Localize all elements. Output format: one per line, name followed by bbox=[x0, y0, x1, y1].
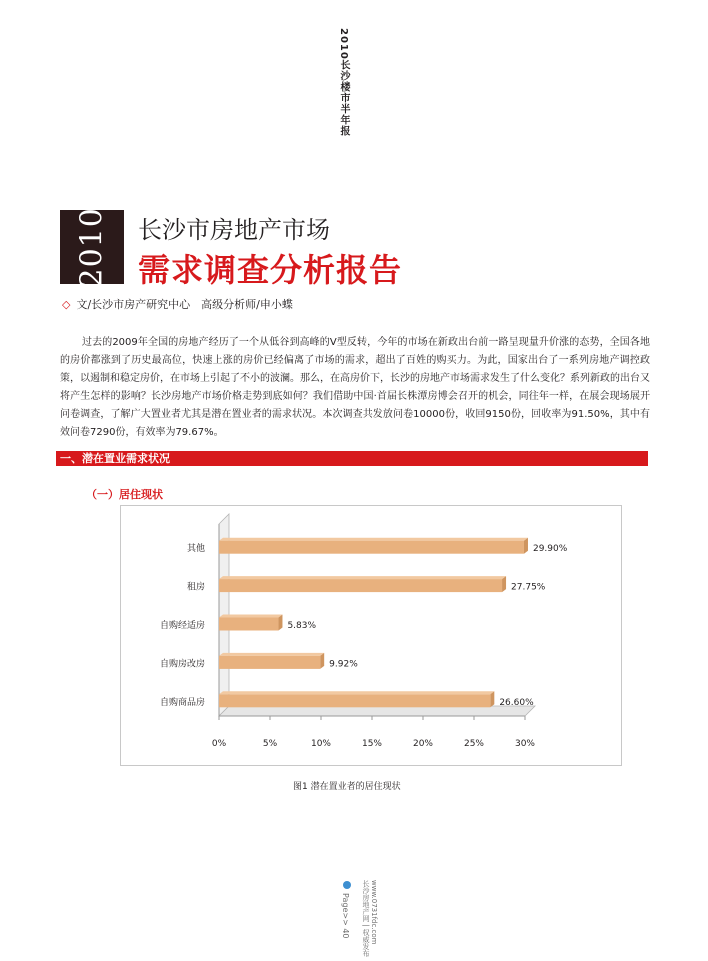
bar-top-face bbox=[219, 576, 506, 579]
bar-top-face bbox=[219, 653, 324, 656]
category-label: 租房 bbox=[186, 582, 205, 593]
byline bbox=[62, 296, 293, 312]
page-number: Page>> 40 bbox=[341, 893, 350, 939]
footer-url bbox=[362, 880, 378, 957]
data-label: 29.90% bbox=[532, 544, 568, 555]
diamond-icon: ◇ bbox=[62, 298, 71, 311]
data-label: 26.60% bbox=[499, 697, 534, 708]
intro-paragraph: 过去的2009年全国的房地产经历了一个从低谷到高峰的V型反转，今年的市场在新政出台前一路呈现量升价涨的态势，全国各地的房价都涨到了历史最高位，快速上涨的房价已经偏离了市场的需求，超出了百姓的购买力。为此，国家出台了一系列房地产调控政策，以遏制和稳定房价，在市场上引起了不小的波澜。那么，在高房价下，长沙的房地产市场需求发生了什么变化？系列新政的出台又将产生怎样的影响？长沙房地产市场价格走势到底如何？我们借助中国·首届长株潭房博会召开的机会，同往年一样，在展会现场展开问卷调查，了解广大置业者尤其是潜在置业者的需求状况。本次调查共发放问卷10000份，收回9150份，回收率为91.50%，其中有效问卷7290份，有效率为79.67%。 bbox=[60, 337, 650, 438]
x-tick-label: 10% bbox=[310, 739, 332, 749]
year-text: 2010 bbox=[74, 207, 110, 288]
category-label: 其他 bbox=[186, 544, 205, 555]
section-heading-bar bbox=[56, 451, 648, 466]
bar-top-face bbox=[219, 691, 494, 694]
byline-text: 文/长沙市房产研究中心 高级分析师/申小蝶 bbox=[76, 298, 293, 311]
footer-url-text: www.0731fdc.com bbox=[370, 880, 378, 945]
bar-top-face bbox=[219, 615, 282, 618]
data-label: 9.92% bbox=[329, 659, 358, 670]
bar bbox=[219, 618, 278, 631]
bar bbox=[219, 656, 320, 669]
data-label: 5.83% bbox=[287, 621, 317, 631]
page-title-line2: 需求调查分析报告 bbox=[138, 251, 403, 289]
chart-frame bbox=[120, 505, 622, 766]
side-title: 2010长沙楼市半年报 bbox=[338, 28, 349, 137]
year-badge bbox=[60, 207, 124, 288]
site-logo-icon bbox=[343, 881, 351, 889]
x-tick-label: 5% bbox=[262, 739, 278, 749]
x-tick-label: 25% bbox=[463, 739, 485, 749]
bar-top-face bbox=[219, 538, 528, 541]
x-tick-label: 15% bbox=[361, 739, 383, 749]
data-label: 27.75% bbox=[511, 582, 546, 593]
bar bbox=[219, 579, 502, 592]
category-label: 自购房改房 bbox=[159, 659, 205, 670]
section-heading: 一、潜在置业需求状况 bbox=[60, 452, 170, 465]
page-title-line1: 长沙市房地产市场 bbox=[138, 216, 330, 244]
x-tick-label: 30% bbox=[514, 739, 536, 749]
footer-url-sub: 长沙房地产网 | 权威发布 bbox=[362, 880, 370, 957]
category-label: 自购经适房 bbox=[159, 621, 205, 631]
figure-caption: 图1 潜在置业者的居住现状 bbox=[293, 782, 401, 792]
bar bbox=[219, 541, 524, 554]
x-tick-label: 0% bbox=[211, 739, 227, 749]
subsection-heading: （一）居住现状 bbox=[86, 488, 163, 501]
bar bbox=[219, 694, 490, 707]
chart-floor bbox=[219, 706, 535, 716]
category-label: 自购商品房 bbox=[159, 697, 205, 708]
bar-chart bbox=[121, 506, 621, 765]
x-tick-label: 20% bbox=[412, 739, 434, 749]
